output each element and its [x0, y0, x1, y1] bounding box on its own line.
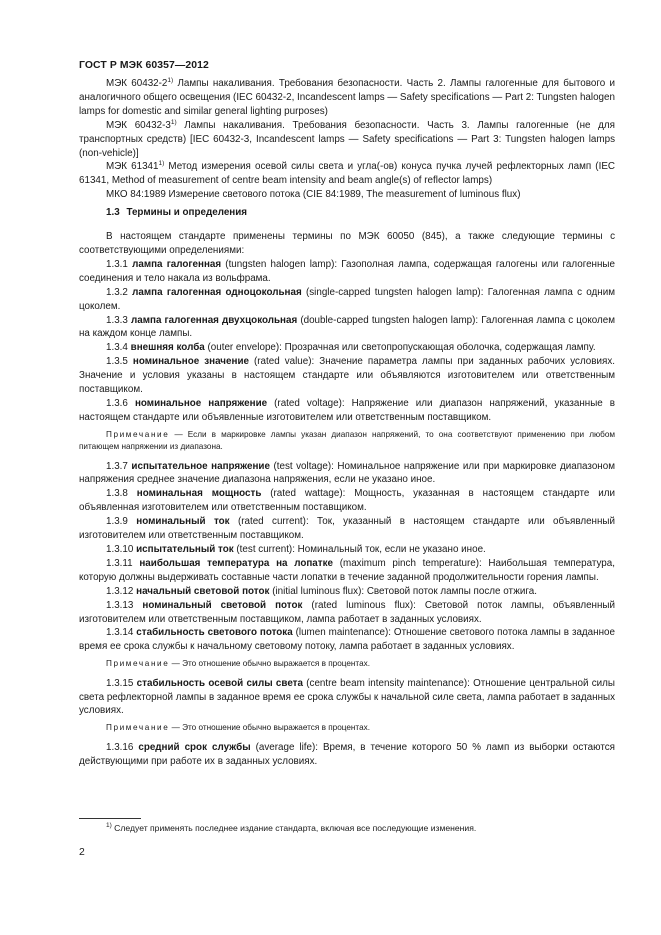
- document-body: [79, 77, 615, 769]
- footnote-divider: [79, 818, 141, 819]
- section-heading: 1.3 Термины и определения: [106, 207, 248, 219]
- normative-references: [79, 77, 615, 202]
- term-definition: 1.3.6 номинальное напряжение (rated voltage): Напряжение или диапазон напряжений, указанные в настоящем стандарте или объявленные изготовителем или ответственным поставщиком.: [79, 397, 616, 423]
- page-number: 2: [79, 847, 85, 858]
- section-intro: В настоящем стандарте применены термины по МЭК 60050 (845), а также следующие термины с соответствующими определениями:: [79, 231, 615, 256]
- note: Примечание — Если в маркировке лампы указан диапазон напряжений, то она соответствуют применению при любом питающем напряжении из диапазона.: [79, 429, 615, 452]
- term-definition: 1.3.4 внешняя колба (outer envelope): Прозрачная или светопропускающая оболочка, содержащая лампу.: [106, 342, 596, 354]
- term-definition: 1.3.12 начальный световой поток (initial luminous flux): Световой поток лампы после отжига.: [106, 585, 537, 597]
- term-definition: 1.3.14 стабильность светового потока (lumen maintenance): Отношение светового потока лампы в заданное время ее срока службы к начальному световому потоку, лампа работает в заданных условиях.: [79, 627, 615, 653]
- term-definition: 1.3.1 лампа галогенная (tungsten halogen lamp): Газополная лампа, содержащая галогены или галогенные соединения и тело накала из вольфрама.: [79, 258, 615, 284]
- footnote: $^{1)}$ Следует применять последнее издание стандарта, включая все последующие изменения.: [106, 822, 477, 833]
- term-definition: 1.3.5 номинальное значение (rated value): Значение параметра лампы при заданных рабочих условиях. Значение и условия указаны в настоящем стандарте или объявляются изготовителем или ответственным поставщиком.: [79, 356, 615, 396]
- reference-item: МЭК 61341$^{1)}$ Метод измерения осевой силы света и угла(-ов) конуса пучка лучей рефлекторных ламп (IEC 61341, Method of measurement of centre beam intensity and beam angle(s) of reflector lamps): [79, 160, 615, 187]
- term-definition: 1.3.7 испытательное напряжение (test voltage): Номинальное напряжение или при маркировке диапазоном напряжения среднее значение диапазона напряжения, если не указано иное.: [79, 460, 615, 486]
- term-definition: 1.3.8 номинальная мощность (rated wattage): Мощность, указанная в настоящем стандарте или объявленная изготовителем или ответственным поставщиком.: [79, 488, 615, 514]
- document-header: ГОСТ Р МЭК 60357—2012: [79, 60, 209, 71]
- reference-item: МКО 84:1989 Измерение светового потока (CIE 84:1989, The measurement of luminous flux): [106, 189, 521, 201]
- note: Примечание — Это отношение обычно выражается в процентах.: [106, 659, 371, 669]
- term-definition: 1.3.13 номинальный световой поток (rated luminous flux): Световой поток лампы, объявленный изготовителем или ответственным поставщиком, лампа работает в заданных условиях.: [79, 599, 615, 625]
- note: Примечание — Это отношение обычно выражается в процентах.: [106, 723, 371, 733]
- term-definition: 1.3.16 средний срок службы (average life): Время, в течение которого 50 % ламп из выборки остаются действующими при работе их в заданных условиях.: [79, 741, 615, 767]
- term-definition: 1.3.15 стабильность осевой силы света (centre beam intensity maintenance): Отношение центральной силы света рефлекторной лампы в заданное время ее срока службы к начальной силе света, лампа работает в заданных условиях.: [79, 677, 615, 717]
- reference-item: МЭК 60432-3$^{1)}$ Лампы накаливания. Требования безопасности. Часть 3. Лампы галогенные (не для транспортных средств) [IEC 60432-3, Incandescent lamps — Safety specifications — Part 3: Tungsten halogen lamps (non-vehicle)]: [79, 118, 615, 159]
- term-definition: 1.3.11 наибольшая температура на лопатке (maximum pinch temperature): Наибольшая температура, которую должны выдерживать составные части лопатки в течение заданной продолжительности горения лампы.: [79, 557, 615, 583]
- term-definition: 1.3.10 испытательный ток (test current): Номинальный ток, если не указано иное.: [106, 544, 486, 555]
- term-definition: 1.3.9 номинальный ток (rated current): Ток, указанный в настоящем стандарте или объявленный изготовителем или ответственным поставщиком.: [79, 516, 615, 542]
- term-definition: 1.3.3 лампа галогенная двухцокольная (double-capped tungsten halogen lamp): Галогенная лампа с цоколем на каждом конце лампы.: [79, 314, 615, 340]
- term-definition: 1.3.2 лампа галогенная одноцокольная (single-capped tungsten halogen lamp): Галогенная лампа с одним цоколем.: [79, 286, 615, 312]
- reference-item: МЭК 60432-2$^{1)}$ Лампы накаливания. Требования безопасности. Часть 2. Лампы галогенные для бытового и аналогичного общего освещения (IEC 60432-2, Incandescent lamps — Safety specifications — Part 2: Tungsten halogen lamps for domestic and similar general lighting purposes): [79, 77, 615, 117]
